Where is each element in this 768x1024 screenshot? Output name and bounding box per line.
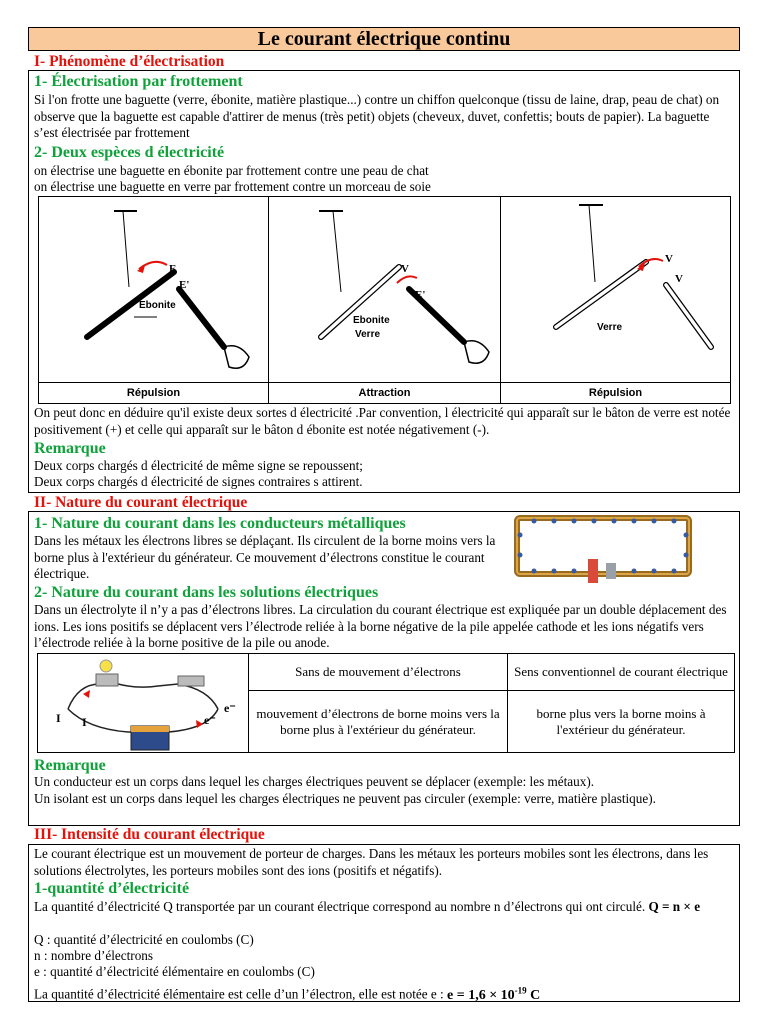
paragraph-convention: On peut donc en déduire qu'il existe deux sortes d électricité .Par convention, l électricité qui apparaît sur le bâton de verre est notée positivement (+) et celle qui apparaît sur le bâton d ébonite est notée négativement (-).: [34, 405, 731, 437]
panel-repulsion-verre: [501, 197, 730, 403]
label-v-2: V: [675, 273, 683, 285]
illustration-repulsion-verre: [501, 197, 730, 383]
remarque-1-title: Remarque: [34, 440, 106, 457]
current-direction-table: [37, 653, 735, 753]
caption-repulsion-2: Répulsion: [501, 382, 730, 403]
paragraph-porteurs: Le courant électrique est un mouvement de porteur de charges. Dans les métaux les porteurs mobiles sont les électrons, dans les solutions électrolytes, les porteurs mobiles sont des ions (positifs et négatifs).: [34, 846, 709, 878]
remarque-2-conducteur: Un conducteur est un corps dans lequel les charges électriques peuvent se déplacer (exemple: les métaux).: [34, 774, 595, 789]
cell-electron-movement: mouvement d’électrons de borne moins vers la borne plus à l'extérieur du générateur.: [249, 691, 508, 753]
definition-e: e : quantité d’électricité élémentaire en coulombs (C): [34, 964, 315, 979]
circuit-diagram: [38, 654, 248, 752]
remarque-1-line-1: Deux corps chargés d électricité de même signe se repoussent;: [34, 458, 363, 473]
electrisation-figure: [38, 196, 731, 404]
text-quantite: La quantité d’électricité Q transportée par un courant électrique correspond au nombre n d’électrons qui ont circulé.: [34, 899, 646, 914]
remarque-2-isolant: Un isolant est un corps dans lequel les charges électriques ne peuvent pas circuler (exemple: verre, matière plastique).: [34, 791, 656, 806]
remarque-2-title: Remarque: [34, 757, 106, 774]
paragraph-metaux: Dans les métaux les électrons libres se déplaçant. Ils circulent de la borne moins vers la borne plus à l'extérieur du générateur. Ce mouvement d’électrons constitue le courant électrique.: [34, 533, 496, 581]
paragraph-quantite: [34, 899, 736, 916]
remarque-1-line-2: Deux corps chargés d électricité de signes contraires s attirent.: [34, 474, 363, 489]
definition-n: n : nombre d’électrons: [34, 948, 154, 963]
panel-attraction: [269, 197, 501, 403]
paragraph-elementary-charge: [34, 982, 736, 1004]
label-e-prime-2: E': [415, 289, 426, 301]
illustration-repulsion-ebonite: [39, 197, 268, 383]
caption-attraction: Attraction: [269, 382, 500, 403]
label-e: E: [169, 263, 177, 275]
elementary-charge-value: [447, 985, 541, 1003]
subheading-quantite-electricite: 1-quantité d’électricité: [34, 880, 190, 897]
subheading-conducteurs-metalliques: 1- Nature du courant dans les conducteurs métalliques: [34, 515, 406, 532]
subheading-deux-especes: 2- Deux espèces d électricité: [34, 144, 225, 161]
subheading-electrisation-frottement: 1- Électrisation par frottement: [34, 73, 243, 90]
header-electron-movement: Sans de mouvement d’électrons: [249, 654, 508, 691]
label-e-minus-1: e⁻: [224, 701, 236, 715]
illustration-attraction: [269, 197, 500, 383]
label-i-2: I: [82, 715, 87, 729]
ev-base: e = 1,6 × 10: [447, 987, 515, 1003]
panel-repulsion-ebonite: [39, 197, 269, 403]
label-ebonite-2: Ebonite: [353, 315, 390, 326]
text-elementary: La quantité d’électricité élémentaire est celle d’un l’électron, elle est notée e :: [34, 986, 444, 1002]
label-v-1: V: [665, 253, 673, 265]
section-1-heading: I- Phénomène d’électrisation: [34, 53, 225, 70]
circuit-diagram-cell: [38, 654, 249, 753]
caption-repulsion-1: Répulsion: [39, 382, 268, 403]
header-conventional-direction: Sens conventionnel de courant électrique: [508, 654, 735, 691]
subheading-solutions-electriques: 2- Nature du courant dans les solutions électriques: [34, 584, 379, 601]
section-2-heading: II- Nature du courant électrique: [34, 494, 248, 511]
page-title: Le courant électrique continu: [28, 27, 740, 51]
label-ebonite: Ebonite: [139, 300, 176, 311]
ev-unit: C: [526, 987, 541, 1003]
paragraph-electrolyte: Dans un électrolyte il n’y a pas d’électrons libres. La circulation du courant électrique est expliquée par un double déplacement des ions. Les ions positifs se déplacent vers l’électrode reliée à la borne négative de la pile appelée cathode et les ions négatifs vers l’électrode reliée à la borne positive de la pile ou anode.: [34, 602, 727, 650]
line-ebonite: on électrise une baguette en ébonite par frottement contre une peau de chat: [34, 163, 429, 178]
electron-circuit-illustration: [514, 515, 692, 583]
label-verre-2: Verre: [597, 322, 623, 333]
label-e-prime: E': [179, 279, 190, 291]
definition-q: Q : quantité d’électricité en coulombs (C): [34, 932, 254, 947]
label-verre: Verre: [355, 329, 381, 340]
label-i-1: I: [56, 711, 61, 725]
formula-q: Q = n × e: [648, 899, 701, 914]
line-verre: on électrise une baguette en verre par frottement contre un morceau de soie: [34, 179, 431, 194]
paragraph-frottement: Si l'on frotte une baguette (verre, ébonite, matière plastique...) contre un chiffon quelconque (tissu de laine, drap, peau de chat) on observe que la baguette est capable d'attirer de menus (très petit) objets (cheveux, duvet, confettis; bouts de papier). La baguette s’est électrisée par frottement: [34, 92, 720, 140]
section-3-heading: III- Intensité du courant électrique: [34, 826, 265, 843]
label-e-minus-2: e⁻: [204, 713, 216, 727]
cell-conventional-direction: borne plus vers la borne moins à l'extérieur du générateur.: [508, 691, 735, 753]
ev-exponent: -19: [514, 985, 527, 995]
label-v: V: [401, 263, 409, 275]
